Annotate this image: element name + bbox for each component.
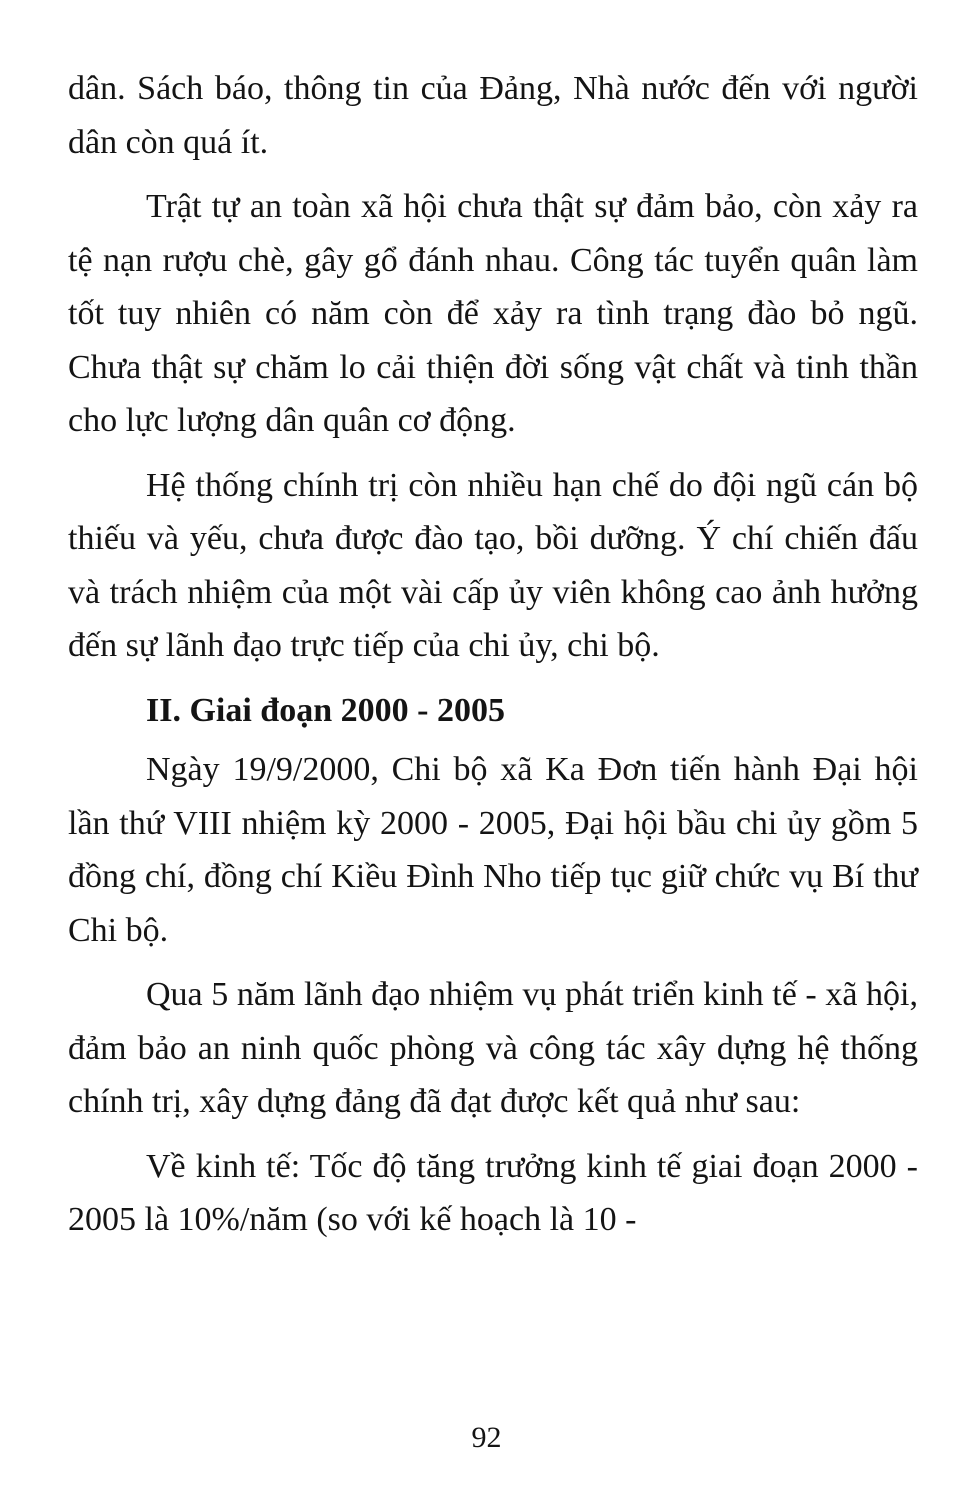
paragraph-economy: Về kinh tế: Tốc độ tăng trưởng kinh tế giai đoạn 2000 - 2005 là 10%/năm (so với kế hoạch là 10 - [68,1147,918,1238]
paragraph-political-system: Hệ thống chính trị còn nhiều hạn chế do đội ngũ cán bộ thiếu và yếu, chưa được đào tạo, bồi dưỡng. Ý chí chiến đấu và trách nhiệm của một vài cấp ủy viên không cao ảnh hưởng đến sự lãnh đạo trực tiếp của chi ủy, chi bộ. [68,466,918,664]
paragraph-continued: dân. Sách báo, thông tin của Đảng, Nhà nước đến với người dân còn quá ít. [68,70,918,161]
paragraph-congress: Ngày 19/9/2000, Chi bộ xã Ka Đơn tiến hành Đại hội lần thứ VIII nhiệm kỳ 2000 - 2005, Đại hội bầu chi ủy gồm 5 đồng chí, đồng chí Kiều Đình Nho tiếp tục giữ chức vụ Bí thư Chi bộ. [68,751,918,949]
paragraph-results: Qua 5 năm lãnh đạo nhiệm vụ phát triển kinh tế - xã hội, đảm bảo an ninh quốc phòng và công tác xây dựng hệ thống chính trị, xây dựng đảng đã đạt được kết quả như sau: [68,976,918,1120]
page-number: 92 [471,1421,502,1454]
paragraph-social-order: Trật tự an toàn xã hội chưa thật sự đảm bảo, còn xảy ra tệ nạn rượu chè, gây gổ đánh nhau. Công tác tuyển quân làm tốt tuy nhiên có năm còn để xảy ra tình trạng đào bỏ ngũ. Chưa thật sự chăm lo cải thiện đời sống vật chất và tinh thần cho lực lượng dân quân cơ động. [68,188,918,439]
section-heading: II. Giai đoạn 2000 - 2005 [146,691,505,729]
page-body [68,62,918,1258]
